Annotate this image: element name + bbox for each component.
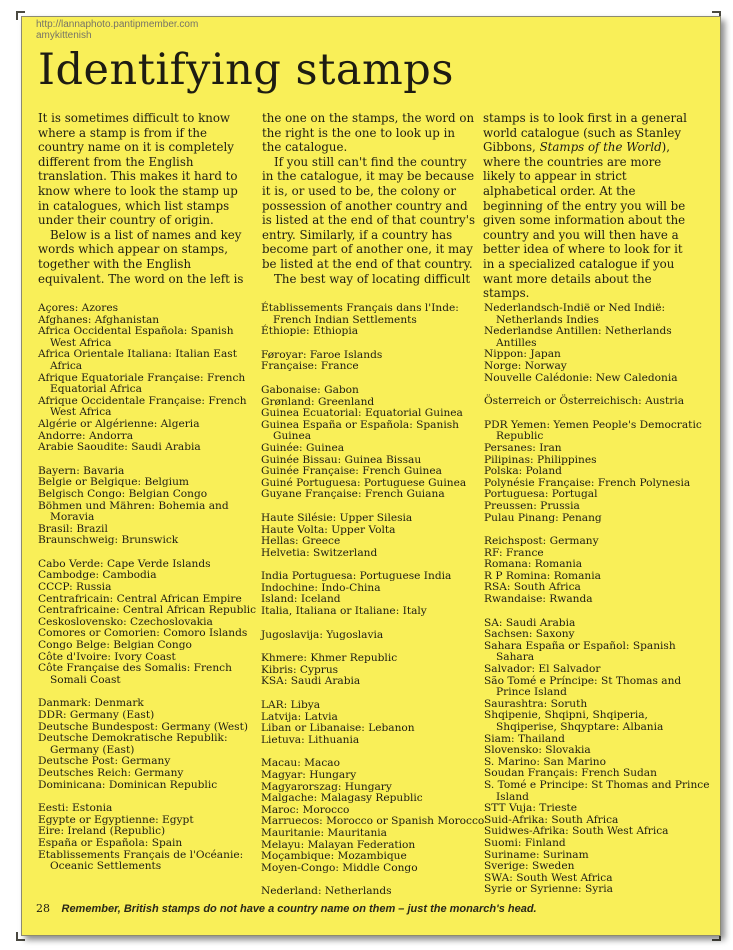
- stamp-list-entry: Belgie or Belgique: Belgium: [38, 476, 189, 489]
- stamp-list-group: [484, 420, 710, 524]
- stamp-list-entry: SWA: South West Africa: [484, 871, 613, 884]
- intro-line: stamps is to look first in a general: [483, 111, 687, 125]
- stamp-list-entry: Sahara España or Español: Spanish Sahara: [484, 639, 676, 664]
- intro-line: It is sometimes difficult to know: [38, 111, 231, 125]
- stamp-list-entry: Melayu: Malayan Federation: [261, 838, 416, 851]
- stamp-list-entry: Nederland: Netherlands: [261, 885, 392, 898]
- stamp-list-entry: Moçambique: Mozambique: [261, 850, 407, 863]
- stamp-list-entry: Brasil: Brazil: [38, 522, 108, 535]
- stamp-list-entry: Africa Orientale Italiana: Italian East Africa: [38, 348, 237, 372]
- intro-line: words which appear on stamps,: [38, 242, 228, 257]
- stamp-list-entry: CCCP: Russia: [38, 581, 112, 594]
- intro-line: in a specialized catalogue if you: [483, 256, 675, 271]
- stamp-list-entry: S. Marino: San Marino: [484, 755, 606, 768]
- stamp-list-entry: R P Romina: Romania: [484, 569, 601, 582]
- stamp-list-group: [38, 303, 260, 454]
- stamp-list-entry: Føroyar: Faroe Islands: [261, 348, 383, 361]
- stamp-list-entry: São Tomé e Príncipe: St Thomas and Prince Island: [484, 674, 682, 699]
- stamp-list-entry: PDR Yemen: Yemen People's Democratic Republic: [484, 418, 702, 443]
- stamp-list-entry: Reichspost: Germany: [484, 535, 599, 548]
- stamp-list-entry: Norge: Norway: [484, 359, 567, 372]
- stamp-list-entry: Eire: Ireland (Republic): [38, 825, 166, 838]
- stamp-list-entry: LAR: Libya: [261, 699, 321, 712]
- stamp-list-entry: España or Española: Spain: [38, 836, 183, 849]
- stamp-list-entry: Gabonaise: Gabon: [261, 383, 359, 396]
- stamp-list-entry: S. Tomé e Principe: St Thomas and Prince Island: [484, 778, 710, 803]
- stamp-list-entry: Nippon: Japan: [484, 348, 561, 361]
- page-footer: [36, 902, 706, 916]
- stamp-list-entry: Eesti: Estonia: [38, 802, 113, 815]
- stamp-list-entry: Établissements Français dans l'Inde: French Indian Settlements: [261, 302, 459, 326]
- page-number: 28: [36, 902, 50, 915]
- stamp-list-entry: Portuguesa: Portugal: [484, 488, 598, 501]
- stamp-list-entry: Slovensko: Slovakia: [484, 744, 591, 757]
- intro-line: in catalogues, which list stamps: [38, 198, 230, 213]
- stamp-list-entry: Böhmen und Mähren: Bohemia and Moravia: [38, 499, 229, 524]
- intro-line: become part of another one, it may: [262, 242, 473, 257]
- stamp-list-entry: Sachsen: Saxony: [484, 628, 575, 641]
- stamp-list-entry: Arabie Saoudite: Saudi Arabia: [38, 441, 201, 454]
- stamp-list-entry: Cabo Verde: Cape Verde Islands: [38, 557, 211, 570]
- stamp-list-entry: Maroc: Morocco: [261, 803, 350, 816]
- stamp-list-entry: Siam: Thailand: [484, 732, 565, 745]
- stamp-list-entry: Kibris: Cyprus: [261, 663, 339, 676]
- stamp-list-entry: Syrie or Syrienne: Syria: [484, 883, 613, 896]
- intro-line: equivalent. The word on the left is: [38, 271, 244, 286]
- stamp-list-entry: Guinée Française: French Guinea: [261, 465, 442, 478]
- intro-line: in the catalogue, it may be because: [262, 169, 475, 184]
- stamp-list-entry: Rwandaise: Rwanda: [484, 593, 593, 606]
- stamp-list-entry: Persanes: Iran: [484, 441, 562, 454]
- stamp-list-entry: Afghanes: Afghanistan: [38, 313, 160, 326]
- stamp-list-entry: Guinea Ecuatorial: Equatorial Guinea: [261, 407, 463, 420]
- stamp-list-entry: Sverige: Sweden: [484, 860, 575, 873]
- stamp-list-entry: Nederlandsch-Indië or Ned Indië: Netherlands Indies: [484, 302, 666, 326]
- stamp-list-entry: Marruecos: Morocco or Spanish Morocco: [261, 815, 485, 828]
- stamp-list-group: [261, 886, 495, 898]
- stamp-list-entry: Pulau Pinang: Penang: [484, 511, 602, 524]
- stamp-list-entry: Indochine: Indo-China: [261, 581, 381, 594]
- watermark-url: http://lannaphoto.pantipmember.com: [36, 19, 199, 30]
- stamp-list-entry: Liban or Libanaise: Lebanon: [261, 722, 415, 735]
- stamp-list-entry: Deutsche Post: Germany: [38, 755, 171, 768]
- stamp-list-entry: Magyarorszag: Hungary: [261, 780, 392, 793]
- stamp-list-entry: Guyane Française: French Guiana: [261, 488, 445, 501]
- stamp-list-entry: Algérie or Algérienne: Algeria: [38, 417, 200, 430]
- stamp-list-entry: STT Vuja: Trieste: [484, 802, 578, 815]
- stamp-list-entry: Cambodge: Cambodia: [38, 569, 157, 582]
- stamp-list-entry: DDR: Germany (East): [38, 709, 155, 721]
- stamp-list-entry: Italia, Italiana or Italiane: Italy: [261, 605, 427, 618]
- stamp-list-entry: Helvetia: Switzerland: [261, 546, 378, 559]
- intro-paragraph-2: [38, 228, 253, 286]
- stamp-list-entry: Guinée: Guinea: [261, 441, 345, 454]
- intro-paragraph-3: [262, 155, 477, 272]
- stamp-list-entry: Lietuva: Lithuania: [261, 733, 360, 746]
- intro-line: better idea of where to look for it: [483, 242, 683, 257]
- stamp-list-entry: Polynésie Française: French Polynesia: [484, 476, 691, 489]
- intro-paragraph-4-cont: [483, 111, 698, 301]
- stamp-list-group: [38, 559, 260, 687]
- stamp-list-entry: Latvija: Latvia: [261, 710, 338, 723]
- stamp-list-entry: Nederlandse Antillen: Netherlands Antilles: [484, 325, 672, 349]
- stamp-list-group: [38, 466, 260, 547]
- book-page: [21, 16, 721, 936]
- stamp-list-entry: Shqipenie, Shqipni, Shqiperia, Shqiperise, Shqyptare: Albania: [484, 709, 664, 733]
- stamp-list-entry: Macau: Macao: [261, 757, 340, 770]
- stamp-list-entry: Guiné Portuguesa: Portuguese Guinea: [261, 476, 467, 489]
- intro-line: the one on the stamps, the word on: [262, 111, 475, 125]
- intro-line: under their country of origin.: [38, 213, 214, 228]
- stamp-list-group: [261, 385, 495, 501]
- stamp-list-entry: Deutsche Bundespost: Germany (West): [38, 720, 248, 733]
- stamp-list-entry: Açores: Azores: [38, 302, 119, 314]
- stamp-list-group: [484, 618, 710, 896]
- stamp-list-entry: Malgache: Malagasy Republic: [261, 792, 423, 805]
- stamp-list-entry: Congo Belge: Belgian Congo: [38, 639, 192, 652]
- stamp-list-entry: Africa Occidental Española: Spanish West Africa: [38, 325, 234, 349]
- intro-paragraph-2-cont: [262, 111, 477, 155]
- intro-column-3: [483, 111, 698, 301]
- stamp-list-entry: Grønland: Greenland: [261, 395, 375, 408]
- intro-line: want more details about the stamps.: [483, 271, 652, 301]
- intro-line: where the countries are more: [483, 154, 662, 169]
- stamp-list-entry: Danmark: Denmark: [38, 697, 144, 710]
- watermark-user: amykittenish: [36, 30, 92, 41]
- stamp-list-group: [261, 513, 495, 559]
- stamp-list-entry: Suomi: Finland: [484, 836, 566, 849]
- stamp-list-entry: SA: Saudi Arabia: [484, 616, 576, 629]
- stamp-list-entry: Nouvelle Calédonie: New Caledonia: [484, 371, 678, 384]
- stamp-list-group: [484, 536, 710, 606]
- stamp-list-group: [261, 653, 495, 688]
- stamp-list-entry: Deutsches Reich: Germany: [38, 766, 184, 779]
- stamp-list-entry: Romana: Romania: [484, 558, 583, 571]
- stamp-list-entry: Khmere: Khmer Republic: [261, 652, 398, 665]
- intro-line: together with the English: [38, 256, 192, 271]
- intro-line: it is, or used to be, the colony or: [262, 183, 457, 198]
- stamp-list-entry: Haute Silésie: Upper Silesia: [261, 511, 413, 524]
- stamp-list-entry: Etablissements Français de l'Océanie: Oceanic Settlements: [38, 848, 244, 873]
- intro-line: The best way of locating difficult: [274, 271, 471, 286]
- stamp-list-column-2: [261, 303, 495, 910]
- stamp-list-entry: Suid-Afrika: South Africa: [484, 813, 619, 826]
- stamp-list-entry: Preussen: Prussia: [484, 499, 580, 512]
- intro-line: country and you will then have a: [483, 227, 679, 242]
- stamp-list-group: [261, 350, 495, 373]
- stamp-list-group: [484, 396, 710, 408]
- stamp-list-entry: Moyen-Congo: Middle Congo: [261, 861, 418, 874]
- stamp-list-group: [38, 803, 260, 873]
- footer-note: Remember, British stamps do not have a country name on them – just the monarch's head.: [61, 903, 537, 915]
- stamp-list-entry: KSA: Saudi Arabia: [261, 675, 361, 688]
- stamp-list-entry: Afrique Equatoriale Française: French Equatorial Africa: [38, 371, 246, 396]
- stamp-list-entry: Belgisch Congo: Belgian Congo: [38, 487, 208, 500]
- stamp-list-group: [38, 698, 260, 791]
- intro-line: entry. Similarly, if a country has: [262, 227, 453, 242]
- stamp-list-entry: Island: Iceland: [261, 593, 341, 606]
- stamp-list-entry: Österreich or Österreichisch: Austria: [484, 395, 685, 408]
- intro-line: the catalogue.: [262, 140, 348, 155]
- stamp-list-entry: Éthiopie: Ethiopia: [261, 325, 359, 338]
- stamp-list-entry: Andorre: Andorra: [38, 429, 134, 442]
- stamp-list-entry: Salvador: El Salvador: [484, 663, 601, 676]
- intro-line: the right is the one to look up in: [262, 125, 455, 140]
- intro-line: be listed at the end of that country.: [262, 256, 473, 271]
- intro-line: where a stamp is from if the: [38, 125, 207, 140]
- intro-line: is listed at the end of that country's: [262, 213, 476, 228]
- stamp-list-entry: Côte Française des Somalis: French Somali Coast: [38, 662, 232, 686]
- intro-line: translation. This makes it hard to: [38, 169, 238, 184]
- stamp-list-group: [261, 303, 495, 338]
- stamp-list-entry: Braunschweig: Brunswick: [38, 534, 179, 547]
- stamp-list-group: [261, 700, 495, 746]
- stamp-list-entry: Haute Volta: Upper Volta: [261, 523, 396, 536]
- stamp-list-entry: Ceskoslovensko: Czechoslovakia: [38, 615, 213, 628]
- stamp-list-entry: Centrafricain: Central African Empire: [38, 592, 242, 605]
- intro-paragraph-1: [38, 111, 253, 228]
- intro-line: country name on it is completely: [38, 140, 234, 155]
- intro-line: different from the English: [38, 154, 194, 169]
- stamp-list-entry: Magyar: Hungary: [261, 769, 357, 781]
- intro-line: alphabetical order. At the: [483, 183, 636, 198]
- stamp-list-column-1: [38, 303, 260, 885]
- stamp-list-entry: Suidwes-Afrika: South West Africa: [484, 825, 669, 838]
- intro-line: know where to look the stamp up: [38, 183, 238, 198]
- stamp-list-entry: Mauritanie: Mauritania: [261, 826, 387, 839]
- intro-line: likely to appear in strict: [483, 169, 627, 184]
- intro-line: beginning of the entry you will be: [483, 198, 686, 213]
- page-title: Identifying stamps: [38, 45, 454, 95]
- stamp-list-entry: Bayern: Bavaria: [38, 464, 125, 477]
- stamp-list-entry: Comores or Comorien: Comoro Islands: [38, 627, 248, 640]
- stamp-list-entry: Soudan Français: French Sudan: [484, 767, 657, 780]
- intro-line: If you still can't find the country: [274, 154, 467, 169]
- stamp-list-entry: Afrique Occidentale Française: French West Africa: [38, 394, 247, 419]
- stamp-list-entry: Hellas: Greece: [261, 535, 341, 548]
- stamp-list-entry: India Portuguesa: Portuguese India: [261, 570, 452, 583]
- stamp-list-entry: Dominicana: Dominican Republic: [38, 778, 218, 791]
- stamp-list-entry: Guinea España or Española: Spanish Guinea: [261, 418, 459, 443]
- stamp-list-entry: Jugoslavija: Yugoslavia: [261, 628, 384, 641]
- stamp-list-entry: Polska: Poland: [484, 465, 562, 478]
- stamp-list-group: [261, 758, 495, 874]
- intro-line: possession of another country and: [262, 198, 468, 213]
- intro-paragraph-4: [262, 272, 477, 287]
- stamp-list-entry: Côte d'Ivoire: Ivory Coast: [38, 650, 176, 663]
- intro-line: given some information about the: [483, 213, 686, 228]
- stamp-list-entry: RF: France: [484, 546, 544, 559]
- stamp-list-group: [484, 303, 710, 384]
- intro-line: Gibbons, Stamps of the World),: [483, 140, 670, 155]
- stamp-list-entry: RSA: South Africa: [484, 581, 581, 594]
- stamp-list-entry: Saurashtra: Soruth: [484, 697, 588, 710]
- intro-italic-title: Stamps of the World: [539, 140, 662, 155]
- stamp-list-group: [261, 630, 495, 642]
- watermark: [36, 19, 198, 41]
- intro-column-2: [262, 111, 477, 286]
- stamp-list-column-3: [484, 303, 710, 908]
- stamp-list-entry: Egypte or Egyptienne: Egypt: [38, 813, 194, 826]
- stamp-list-entry: Guinée Bissau: Guinea Bissau: [261, 453, 422, 466]
- intro-line: world catalogue (such as Stanley: [483, 125, 682, 140]
- intro-column-1: [38, 111, 253, 286]
- stamp-list-entry: Centrafricaine: Central African Republic: [38, 604, 257, 617]
- stamp-list-entry: Deutsche Demokratische Republik: Germany (East): [38, 732, 228, 756]
- stamp-list-group: [261, 571, 495, 617]
- stamp-list-entry: Française: France: [261, 360, 359, 373]
- stamp-list-entry: Suriname: Surinam: [484, 848, 589, 861]
- stamp-list-entry: Pilipinas: Philippines: [484, 453, 597, 466]
- intro-line: Below is a list of names and key: [50, 227, 242, 242]
